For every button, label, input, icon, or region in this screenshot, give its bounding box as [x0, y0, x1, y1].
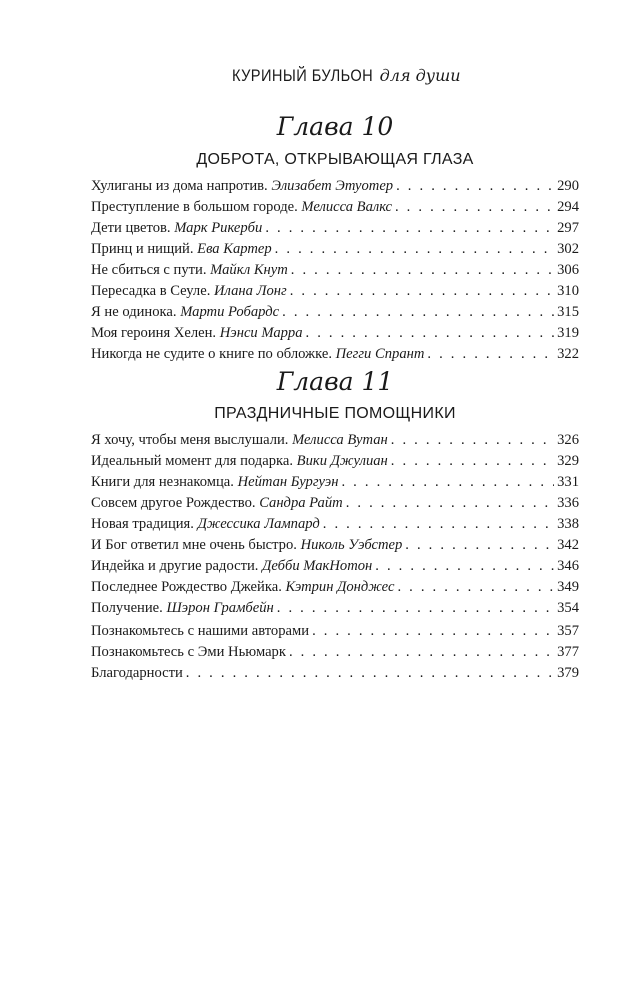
toc-entry-page: 310: [557, 283, 579, 299]
toc-entry-title: Познакомьтесь с нашими авторами: [91, 623, 310, 639]
running-head-script: для души: [379, 66, 461, 85]
toc-entry-page: 377: [557, 644, 579, 660]
toc-entry[interactable]: [91, 472, 579, 493]
toc-leader-dots: [265, 218, 554, 239]
toc-entry-title: Я хочу, чтобы меня выслушали.: [91, 432, 289, 448]
toc-entry[interactable]: [91, 430, 579, 451]
toc-entry-page: 342: [557, 537, 579, 553]
toc-leader-dots: [290, 281, 554, 302]
toc-entry-author: Шэрон Грамбейн: [166, 600, 274, 616]
toc-entry-page: 297: [557, 220, 579, 236]
chapter-10-label: Глава 10: [276, 112, 394, 141]
toc-entry-page: 302: [557, 241, 579, 257]
toc-entry-author: Кэтрин Донджес: [285, 579, 395, 595]
running-head: [91, 66, 579, 86]
chapter-10-title: ДОБРОТА, ОТКРЫВАЮЩАЯ ГЛАЗА: [196, 151, 474, 168]
toc-leader-dots: [346, 493, 554, 514]
back-matter-entries: [91, 621, 579, 684]
toc-entry[interactable]: [91, 281, 579, 302]
toc-entry-page: 379: [557, 665, 579, 681]
toc-entry-page: 331: [557, 474, 579, 490]
toc-entry-page: 329: [557, 453, 579, 469]
toc-entry[interactable]: [91, 344, 579, 365]
toc-entry[interactable]: [91, 642, 579, 663]
toc-entry-author: Мелисса Вутан: [292, 432, 388, 448]
toc-entry-title: Не сбиться с пути.: [91, 262, 207, 278]
toc-entry-author: Вики Джулиан: [296, 453, 388, 469]
toc-entry[interactable]: [91, 260, 579, 281]
toc-entry-title: Хулиганы из дома напротив.: [91, 178, 268, 194]
toc-entry-page: 346: [557, 558, 579, 574]
running-head-title: КУРИНЫЙ БУЛЬОН: [232, 66, 374, 85]
toc-entry[interactable]: [91, 176, 579, 197]
toc-leader-dots: [375, 556, 554, 577]
toc-entry[interactable]: [91, 197, 579, 218]
toc-leader-dots: [289, 642, 554, 663]
toc-entry-title: И Бог ответил мне очень быстро.: [91, 537, 297, 553]
toc-entry[interactable]: [91, 493, 579, 514]
toc-entry[interactable]: [91, 598, 579, 619]
toc-entry[interactable]: [91, 239, 579, 260]
toc-leader-dots: [427, 344, 554, 365]
toc-entry-title: Принц и нищий.: [91, 241, 194, 257]
toc-leader-dots: [275, 239, 554, 260]
toc-entry-page: 326: [557, 432, 579, 448]
toc-entry-page: 336: [557, 495, 579, 511]
toc-entry-page: 306: [557, 262, 579, 278]
toc-entry-title: Никогда не судите о книге по обложке.: [91, 346, 332, 362]
toc-entry-page: 349: [557, 579, 579, 595]
toc-leader-dots: [341, 472, 554, 493]
toc-leader-dots: [312, 621, 554, 642]
toc-entry-page: 319: [557, 325, 579, 341]
toc-entry-title: Книги для незнакомца.: [91, 474, 234, 490]
toc-leader-dots: [291, 260, 554, 281]
toc-leader-dots: [186, 663, 554, 684]
toc-leader-dots: [391, 430, 554, 451]
toc-entry-title: Индейка и другие радости.: [91, 558, 259, 574]
toc-entry-title: Благодарности: [91, 665, 183, 681]
toc-entry-author: Пегги Спрант: [335, 346, 425, 362]
toc-entry[interactable]: [91, 323, 579, 344]
toc-entry-author: Марк Рикерби: [174, 220, 263, 236]
toc-entry[interactable]: [91, 451, 579, 472]
toc-entry-page: 354: [557, 600, 579, 616]
toc-leader-dots: [396, 176, 554, 197]
toc-entry-author: Николь Уэбстер: [300, 537, 403, 553]
toc-entry-author: Сандра Райт: [259, 495, 343, 511]
toc-entry-author: Майкл Кнут: [210, 262, 288, 278]
toc-entry-title: Познакомьтесь с Эми Ньюмарк: [91, 644, 286, 660]
toc-leader-dots: [397, 577, 554, 598]
toc-entry-page: 338: [557, 516, 579, 532]
toc-leader-dots: [323, 514, 554, 535]
toc-entry-title: Новая традиция.: [91, 516, 194, 532]
toc-entry-author: Дебби МакНотон: [262, 558, 373, 574]
toc-entry[interactable]: [91, 535, 579, 556]
toc-leader-dots: [391, 451, 554, 472]
toc-leader-dots: [282, 302, 554, 323]
toc-entry-title: Идеальный момент для подарка.: [91, 453, 293, 469]
toc-entry[interactable]: [91, 556, 579, 577]
toc-entry[interactable]: [91, 514, 579, 535]
toc-entry[interactable]: [91, 621, 579, 642]
toc-entry[interactable]: [91, 302, 579, 323]
chapter-10-entries: [91, 176, 579, 365]
toc-entry-page: 322: [557, 346, 579, 362]
toc-entry-title: Пересадка в Сеуле.: [91, 283, 211, 299]
toc-entry-author: Марти Робардс: [180, 304, 280, 320]
toc-entry[interactable]: [91, 663, 579, 684]
toc-entry-page: 290: [557, 178, 579, 194]
toc-entry-title: Совсем другое Рождество.: [91, 495, 256, 511]
toc-entry-author: Нейтан Бургуэн: [237, 474, 339, 490]
toc-entry-author: Элизабет Этуотер: [271, 178, 394, 194]
toc-leader-dots: [277, 598, 554, 619]
toc-entry-title: Я не одинока.: [91, 304, 177, 320]
toc-entry-title: Получение.: [91, 600, 163, 616]
chapter-11-entries: [91, 430, 579, 619]
chapter-11-title: ПРАЗДНИЧНЫЕ ПОМОЩНИКИ: [214, 405, 456, 422]
toc-entry-author: Джессика Лампард: [197, 516, 320, 532]
toc-leader-dots: [395, 197, 554, 218]
toc-entry-page: 315: [557, 304, 579, 320]
toc-entry-title: Дети цветов.: [91, 220, 171, 236]
toc-entry-author: Илана Лонг: [214, 283, 287, 299]
toc-entry-author: Нэнси Марра: [219, 325, 303, 341]
toc-entry-author: Мелисса Валкс: [301, 199, 392, 215]
toc-entry-page: 357: [557, 623, 579, 639]
toc-entry-author: Ева Картер: [197, 241, 272, 257]
toc-entry-title: Моя героиня Хелен.: [91, 325, 217, 341]
toc-entry-title: Последнее Рождество Джейка.: [91, 579, 282, 595]
chapter-11-label: Глава 11: [276, 367, 394, 396]
toc-leader-dots: [306, 323, 555, 344]
toc-entry-title: Преступление в большом городе.: [91, 199, 298, 215]
toc-entry[interactable]: [91, 218, 579, 239]
toc-entry-page: 294: [557, 199, 579, 215]
toc-entry[interactable]: [91, 577, 579, 598]
toc-leader-dots: [405, 535, 554, 556]
